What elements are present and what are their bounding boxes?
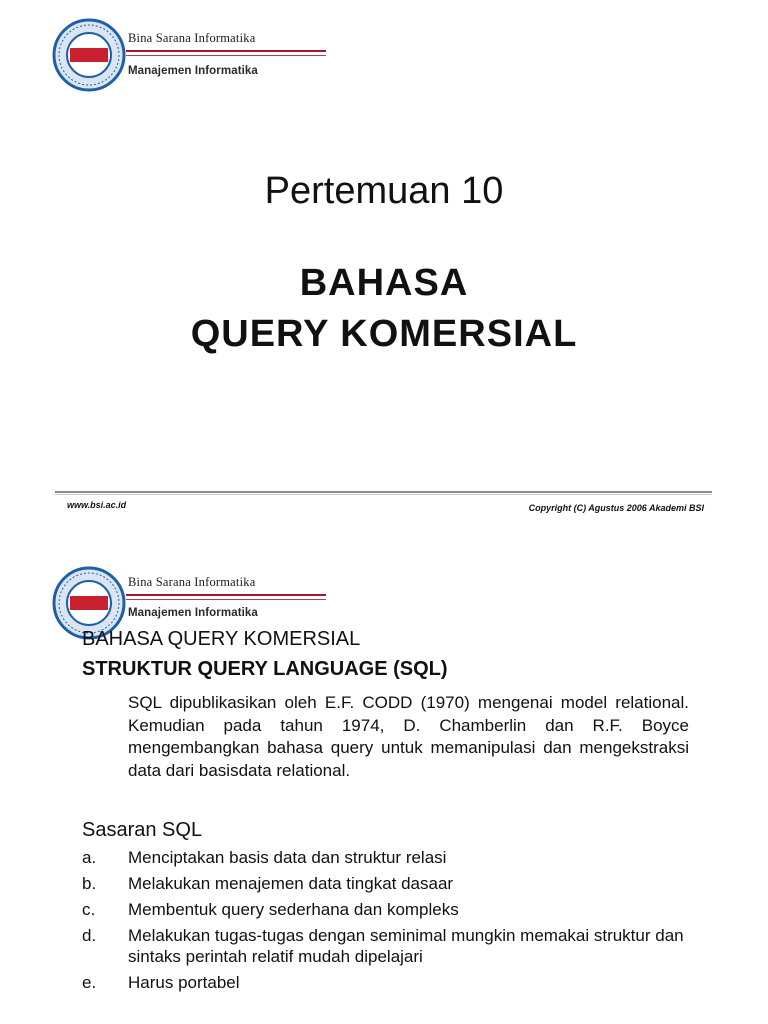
org-name: Bina Sarana Informatika [128,31,256,45]
dept-name: Manajemen Informatika [128,65,258,77]
section-subheading: STRUKTUR QUERY LANGUAGE (SQL) [82,658,448,680]
header-rule-thin [126,599,326,600]
header-rule [126,594,326,596]
list-item [82,899,702,920]
header-rule-thin [126,55,326,56]
list-item [82,873,702,894]
section-heading: BAHASA QUERY KOMERSIAL [82,628,361,650]
list-marker: a. [82,848,97,867]
list-item-text: Menciptakan basis data dan struktur relasi [128,848,447,867]
goals-list [82,847,702,998]
bsi-logo-icon [52,18,126,92]
org-name: Bina Sarana Informatika [128,575,256,589]
slide-title-line1: BAHASA [299,262,469,304]
slide-content [0,540,768,1024]
goals-title: Sasaran SQL [82,819,203,841]
list-item [82,847,702,868]
list-item [82,925,702,967]
list-item-text: Membentuk query sederhana dan kompleks [128,900,459,919]
header-rule [126,50,326,52]
list-marker: c. [82,900,96,919]
list-marker: e. [82,973,97,992]
sql-description: SQL dipublikasikan oleh E.F. CODD (1970) mengenai model relational. Kemudian pada tahun 1974, D. Chamberlin dan R.F. Boyce mengembangkan bahasa query untuk memanipulasi dan mengekstraksi data dari basisdata relational. [128,693,689,780]
footer-rule [55,491,712,493]
meeting-number: Pertemuan 10 [264,170,504,212]
list-item-text: Harus portabel [128,973,240,992]
footer-rule-light [55,494,712,495]
footer-url: www.bsi.ac.id [67,500,127,510]
list-item-text: Melakukan menajemen data tingkat dasaar [128,874,454,893]
footer-copyright: Copyright (C) Agustus 2006 Akademi BSI [528,503,704,513]
list-item [82,972,702,993]
list-item-text: Melakukan tugas-tugas dengan seminimal mungkin memakai struktur dan sintaks perintah relatif mudah dipelajari [128,926,684,966]
list-marker: d. [82,926,97,945]
dept-name: Manajemen Informatika [128,607,258,619]
slide-title-line2: QUERY KOMERSIAL [190,313,578,355]
list-marker: b. [82,874,97,893]
